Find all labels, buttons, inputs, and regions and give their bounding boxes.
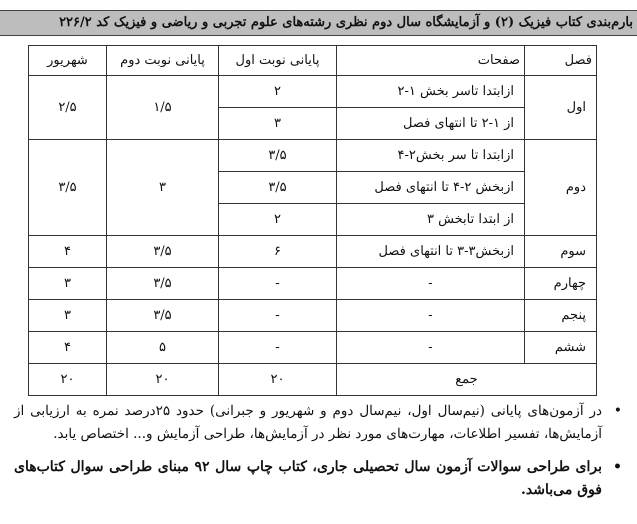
pages-cell: ازبخش۳-۳ تا انتهای فصل [337, 236, 525, 268]
chapter-cell: اول [525, 76, 597, 140]
term2-cell: ۳/۵ [107, 236, 219, 268]
term1-cell: ۳/۵ [219, 140, 337, 172]
shahrivar-cell: ۳ [29, 268, 107, 300]
shahrivar-cell: ۳ [29, 300, 107, 332]
term1-cell: - [219, 332, 337, 364]
chapter-cell: سوم [525, 236, 597, 268]
pages-cell: ازابتدا تاسر بخش ۱-۲ [337, 76, 525, 108]
total-row [29, 364, 597, 396]
table-title: بارم‌بندی کتاب فیزیک (۲) و آزمایشگاه سال دوم نظری رشته‌های علوم تجربی و ریاضی و فیزیک کد ۲۲۶/۲ [0, 10, 637, 36]
term1-cell: ۲ [219, 204, 337, 236]
pages-cell: از ۱-۲ تا انتهای فصل [337, 108, 525, 140]
table-row [29, 140, 597, 172]
shahrivar-cell: ۴ [29, 236, 107, 268]
bullet-icon: • [613, 459, 622, 475]
total-label: جمع [337, 364, 597, 396]
header-pages: صفحات [337, 46, 525, 76]
term2-cell: ۱/۵ [107, 76, 219, 140]
pages-cell: - [337, 300, 525, 332]
shahrivar-cell: ۳/۵ [29, 140, 107, 236]
term2-cell: ۳/۵ [107, 268, 219, 300]
term1-cell: ۲ [219, 76, 337, 108]
total-term2: ۲۰ [107, 364, 219, 396]
header-chapter: فصل [525, 46, 597, 76]
term1-cell: - [219, 268, 337, 300]
header-term2: پایانی نوبت دوم [107, 46, 219, 76]
note-item [14, 456, 624, 502]
shahrivar-cell: ۴ [29, 332, 107, 364]
notes-list [14, 400, 624, 502]
pages-cell: - [337, 268, 525, 300]
term2-cell: ۵ [107, 332, 219, 364]
pages-cell: ازبخش ۲-۴ تا انتهای فصل [337, 172, 525, 204]
chapter-cell: پنجم [525, 300, 597, 332]
note-text: در آزمون‌های پایانی (نیم‌سال اول، نیم‌سال دوم و شهریور و جبرانی) حدود ۲۵درصد نمره به ارزیابی از آزمایش‌ها، تفسیر اطلاعات، مهارت‌های مورد نظر در آزمایش‌ها، طراحی آزمایش و... اختصاص یابد. [14, 403, 602, 442]
table-row [29, 76, 597, 108]
pages-cell: از ابتدا تابخش ۳ [337, 204, 525, 236]
term1-cell: ۳ [219, 108, 337, 140]
table-row [29, 236, 597, 268]
total-shahrivar: ۲۰ [29, 364, 107, 396]
note-text: برای طراحی سوالات آزمون سال تحصیلی جاری، کتاب چاپ سال ۹۲ مبنای طراحی سوال کتاب‌های فوق می‌باشد. [14, 459, 602, 498]
score-distribution-table [28, 45, 597, 396]
bullet-icon: • [613, 403, 622, 419]
term2-cell: ۳ [107, 140, 219, 236]
pages-cell: ازابتدا تا سر بخش۲-۴ [337, 140, 525, 172]
chapter-cell: ششم [525, 332, 597, 364]
table-row [29, 300, 597, 332]
total-term1: ۲۰ [219, 364, 337, 396]
table-header-row [29, 46, 597, 76]
term1-cell: ۳/۵ [219, 172, 337, 204]
table-row [29, 332, 597, 364]
term1-cell: ۶ [219, 236, 337, 268]
table-row [29, 268, 597, 300]
term2-cell: ۳/۵ [107, 300, 219, 332]
term1-cell: - [219, 300, 337, 332]
shahrivar-cell: ۲/۵ [29, 76, 107, 140]
header-shahrivar: شهریور [29, 46, 107, 76]
chapter-cell: چهارم [525, 268, 597, 300]
header-term1: پایانی نوبت اول [219, 46, 337, 76]
pages-cell: - [337, 332, 525, 364]
chapter-cell: دوم [525, 140, 597, 236]
note-item [14, 400, 624, 446]
